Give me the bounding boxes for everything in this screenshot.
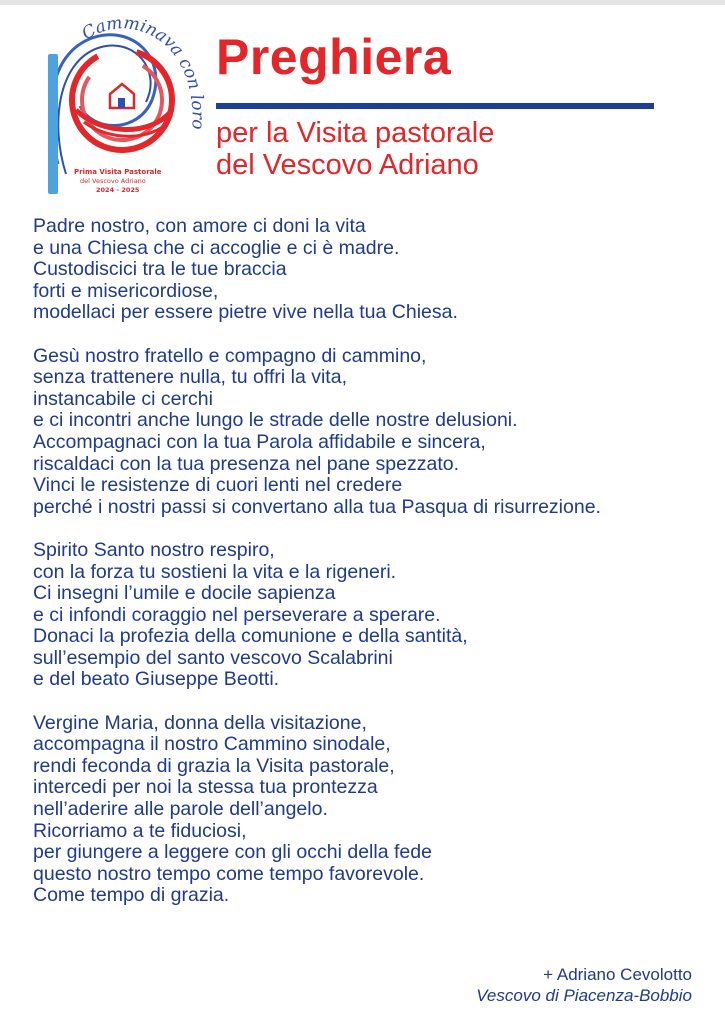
svg-text:del Vescovo Adriano: del Vescovo Adriano xyxy=(80,177,146,185)
prayer-line: accompagna il nostro Cammino sinodale, xyxy=(33,733,391,756)
prayer-line: Custodiscici tra le tue braccia xyxy=(33,258,287,281)
prayer-line: per giungere a leggere con gli occhi della fede xyxy=(33,841,432,864)
prayer-line: Vergine Maria, donna della visitazione, xyxy=(33,711,367,734)
prayer-line: e ci infondi coraggio nel perseverare a sperare. xyxy=(33,603,441,626)
prayer-line: sull’esempio del santo vescovo Scalabrini xyxy=(33,646,393,669)
prayer-line: Ci insegni l’umile e docile sapienza xyxy=(33,582,336,605)
prayer-line: modellaci per essere pietre vive nella tua Chiesa. xyxy=(33,301,458,324)
prayer-line: Gesù nostro fratello e compagno di cammino, xyxy=(33,344,427,367)
prayer-text xyxy=(33,216,703,929)
page-title: Preghiera xyxy=(216,29,452,85)
subtitle xyxy=(216,117,696,181)
prayer-line: Come tempo di grazia. xyxy=(33,884,230,907)
prayer-line: intercedi per noi la stessa tua prontezza xyxy=(33,776,378,799)
prayer-line: Padre nostro, con amore ci doni la vita xyxy=(33,215,366,237)
title-rule xyxy=(216,103,654,109)
svg-text:Prima Visita Pastorale: Prima Visita Pastorale xyxy=(74,168,162,176)
prayer-line: perché i nostri passi si convertano alla tua Pasqua di risurrezione. xyxy=(33,495,601,518)
prayer-stanza xyxy=(33,540,703,691)
subtitle-line: del Vescovo Adriano xyxy=(216,149,479,181)
prayer-line: Accompagnaci con la tua Parola affidabile e sincera, xyxy=(33,430,486,453)
prayer-line: con la forza tu sostieni la vita e la rigeneri. xyxy=(33,560,397,583)
prayer-line: e ci incontri anche lungo le strade delle nostre delusioni. xyxy=(33,409,518,432)
prayer-line: instancabile ci cerchi xyxy=(33,387,213,410)
prayer-line: e una Chiesa che ci accoglie e ci è madre. xyxy=(33,236,400,259)
svg-text:2024 - 2025: 2024 - 2025 xyxy=(96,186,140,194)
prayer-line: questo nostro tempo come tempo favorevole. xyxy=(33,862,425,885)
prayer-line: nell’aderire alle parole dell’angelo. xyxy=(33,798,328,821)
top-band xyxy=(0,0,725,5)
signature xyxy=(476,964,692,1006)
prayer-line: e del beato Giuseppe Beotti. xyxy=(33,668,280,691)
prayer-stanza xyxy=(33,346,703,519)
prayer-line: Vinci le resistenze di cuori lenti nel credere xyxy=(33,474,403,497)
prayer-line: forti e misericordiose, xyxy=(33,279,219,302)
prayer-line: senza trattenere nulla, tu offri la vita, xyxy=(33,366,347,389)
prayer-line: Donaci la profezia della comunione e della santità, xyxy=(33,625,468,648)
prayer-stanza xyxy=(33,216,703,324)
prayer-line: rendi feconda di grazia la Visita pastorale, xyxy=(33,754,395,777)
prayer-line: Ricorriamo a te fiduciosi, xyxy=(33,819,247,842)
signature-role: Vescovo di Piacenza-Bobbio xyxy=(476,986,692,1005)
prayer-line: Spirito Santo nostro respiro, xyxy=(33,538,275,561)
visit-logo xyxy=(40,14,210,198)
subtitle-line: per la Visita pastorale xyxy=(216,117,495,149)
prayer-line: riscaldaci con la tua presenza nel pane spezzato. xyxy=(33,452,460,475)
prayer-stanza xyxy=(33,713,703,907)
signature-name: + Adriano Cevolotto xyxy=(543,965,692,984)
svg-text:Camminava con loro: Camminava con loro xyxy=(78,14,208,130)
